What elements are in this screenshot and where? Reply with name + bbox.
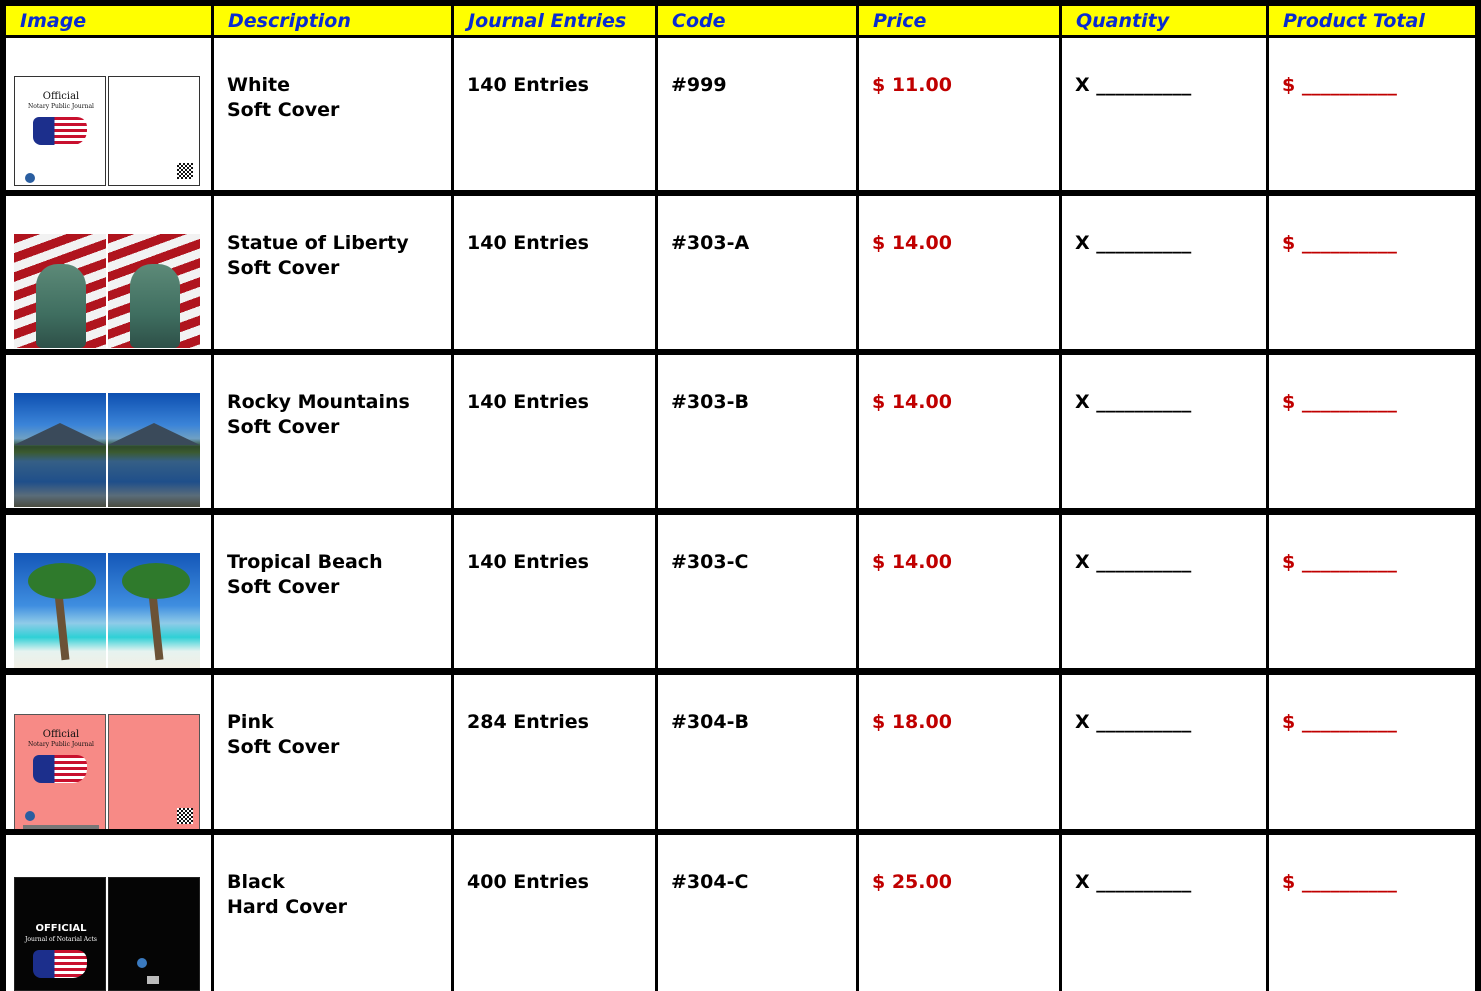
price-cell <box>859 835 1059 991</box>
price-value: $ 18.00 <box>872 711 952 733</box>
entries-cell <box>454 38 655 190</box>
header-product-total: Product Total <box>1269 6 1475 35</box>
palm-leaves-image <box>122 563 190 599</box>
palm-leaves-image <box>28 563 96 599</box>
code-value: #303-A <box>671 232 750 254</box>
quantity-blank[interactable]: X __________ <box>1075 232 1192 254</box>
total-cell <box>1269 835 1475 991</box>
price-value: $ 14.00 <box>872 232 952 254</box>
entries-cell <box>454 355 655 508</box>
seal-icon <box>25 811 35 821</box>
cover-front-image <box>14 553 106 668</box>
price-cell <box>859 355 1059 508</box>
price-cell <box>859 196 1059 349</box>
quantity-blank[interactable]: X __________ <box>1075 551 1192 573</box>
total-blank: $ __________ <box>1282 74 1397 96</box>
cover-subtitle: Journal of Notarial Acts <box>25 936 97 943</box>
price-value: $ 25.00 <box>872 871 952 893</box>
palm-tree-image <box>55 593 70 660</box>
journal-cover-art <box>15 715 106 829</box>
code-value: #303-C <box>671 551 749 573</box>
description-line-1: Pink <box>227 711 274 733</box>
cover-front-image <box>14 393 106 507</box>
total-blank: $ __________ <box>1282 391 1397 413</box>
header-image: Image <box>6 6 211 35</box>
cover-front-image <box>14 76 106 186</box>
description-line-2: Soft Cover <box>227 576 340 598</box>
quantity-cell[interactable] <box>1062 835 1266 991</box>
description-cell <box>214 355 451 508</box>
entries-value: 140 Entries <box>467 74 589 96</box>
usa-flag-map-icon <box>33 117 87 145</box>
journal-cover-art <box>15 77 106 186</box>
cover-subtitle: Notary Public Journal <box>28 103 94 110</box>
total-cell <box>1269 355 1475 508</box>
entries-value: 400 Entries <box>467 871 589 893</box>
description-cell <box>214 835 451 991</box>
entries-cell <box>454 196 655 349</box>
entries-value: 140 Entries <box>467 232 589 254</box>
seal-icon <box>137 958 147 968</box>
price-value: $ 14.00 <box>872 391 952 413</box>
total-blank: $ __________ <box>1282 551 1397 573</box>
quantity-cell[interactable] <box>1062 355 1266 508</box>
statue-of-liberty-image <box>130 264 180 348</box>
cover-title: Official <box>42 729 80 740</box>
description-line-2: Hard Cover <box>227 896 347 918</box>
header-description: Description <box>214 6 451 35</box>
quantity-cell[interactable] <box>1062 515 1266 668</box>
total-cell <box>1269 196 1475 349</box>
cover-back-image <box>108 393 200 507</box>
cover-title: Official <box>42 91 80 102</box>
image-cell <box>6 38 211 190</box>
cover-back-image <box>108 553 200 668</box>
price-value: $ 11.00 <box>872 74 952 96</box>
image-cell <box>6 675 211 829</box>
journal-cover-art <box>15 878 106 991</box>
quantity-blank[interactable]: X __________ <box>1075 871 1192 893</box>
quantity-blank[interactable]: X __________ <box>1075 711 1192 733</box>
total-cell <box>1269 38 1475 190</box>
code-cell <box>658 835 856 991</box>
total-cell <box>1269 675 1475 829</box>
description-line-2: Soft Cover <box>227 257 340 279</box>
header-journal-entries: Journal Entries <box>454 6 655 35</box>
cover-back-image <box>108 714 200 829</box>
image-cell <box>6 355 211 508</box>
footer-band <box>23 825 99 829</box>
image-cell <box>6 515 211 668</box>
total-blank: $ __________ <box>1282 232 1397 254</box>
cover-front-image <box>14 714 106 829</box>
quantity-cell[interactable] <box>1062 675 1266 829</box>
code-value: #304-B <box>671 711 749 733</box>
entries-value: 140 Entries <box>467 551 589 573</box>
description-line-1: Tropical Beach <box>227 551 383 573</box>
description-line-1: Black <box>227 871 285 893</box>
description-cell <box>214 196 451 349</box>
entries-value: 140 Entries <box>467 391 589 413</box>
code-cell <box>658 355 856 508</box>
description-line-1: Rocky Mountains <box>227 391 410 413</box>
description-line-1: White <box>227 74 290 96</box>
total-blank: $ __________ <box>1282 871 1397 893</box>
description-cell <box>214 675 451 829</box>
code-value: #999 <box>671 74 727 96</box>
usa-flag-map-icon <box>33 950 87 978</box>
price-cell <box>859 38 1059 190</box>
description-cell <box>214 38 451 190</box>
code-value: #304-C <box>671 871 749 893</box>
image-cell <box>6 835 211 991</box>
code-value: #303-B <box>671 391 749 413</box>
qr-code-icon <box>177 808 193 824</box>
entries-cell <box>454 835 655 991</box>
cover-front-image <box>14 234 106 348</box>
image-cell <box>6 196 211 349</box>
quantity-cell[interactable] <box>1062 38 1266 190</box>
quantity-blank[interactable]: X __________ <box>1075 74 1192 96</box>
entries-value: 284 Entries <box>467 711 589 733</box>
total-cell <box>1269 515 1475 668</box>
header-price: Price <box>859 6 1059 35</box>
mountain-peak-image <box>108 423 200 445</box>
cover-back-image <box>108 234 200 348</box>
cover-back-image <box>108 877 200 991</box>
quantity-cell[interactable] <box>1062 196 1266 349</box>
qr-code-icon <box>177 163 193 179</box>
cover-title: OFFICIAL <box>35 923 87 934</box>
price-cell <box>859 515 1059 668</box>
description-cell <box>214 515 451 668</box>
description-line-2: Soft Cover <box>227 99 340 121</box>
usa-flag-map-icon <box>33 755 87 783</box>
cover-subtitle: Notary Public Journal <box>28 741 94 748</box>
code-cell <box>658 196 856 349</box>
seal-icon <box>25 173 35 183</box>
header-quantity: Quantity <box>1062 6 1266 35</box>
quantity-blank[interactable]: X __________ <box>1075 391 1192 413</box>
palm-tree-image <box>149 593 164 660</box>
statue-of-liberty-image <box>36 264 86 348</box>
price-value: $ 14.00 <box>872 551 952 573</box>
entries-cell <box>454 675 655 829</box>
price-cell <box>859 675 1059 829</box>
barcode-icon <box>147 976 159 984</box>
description-line-2: Soft Cover <box>227 416 340 438</box>
header-code: Code <box>658 6 856 35</box>
cover-front-image <box>14 877 106 991</box>
cover-back-image <box>108 76 200 186</box>
entries-cell <box>454 515 655 668</box>
code-cell <box>658 675 856 829</box>
description-line-1: Statue of Liberty <box>227 232 409 254</box>
total-blank: $ __________ <box>1282 711 1397 733</box>
code-cell <box>658 38 856 190</box>
description-line-2: Soft Cover <box>227 736 340 758</box>
mountain-peak-image <box>14 423 106 445</box>
code-cell <box>658 515 856 668</box>
